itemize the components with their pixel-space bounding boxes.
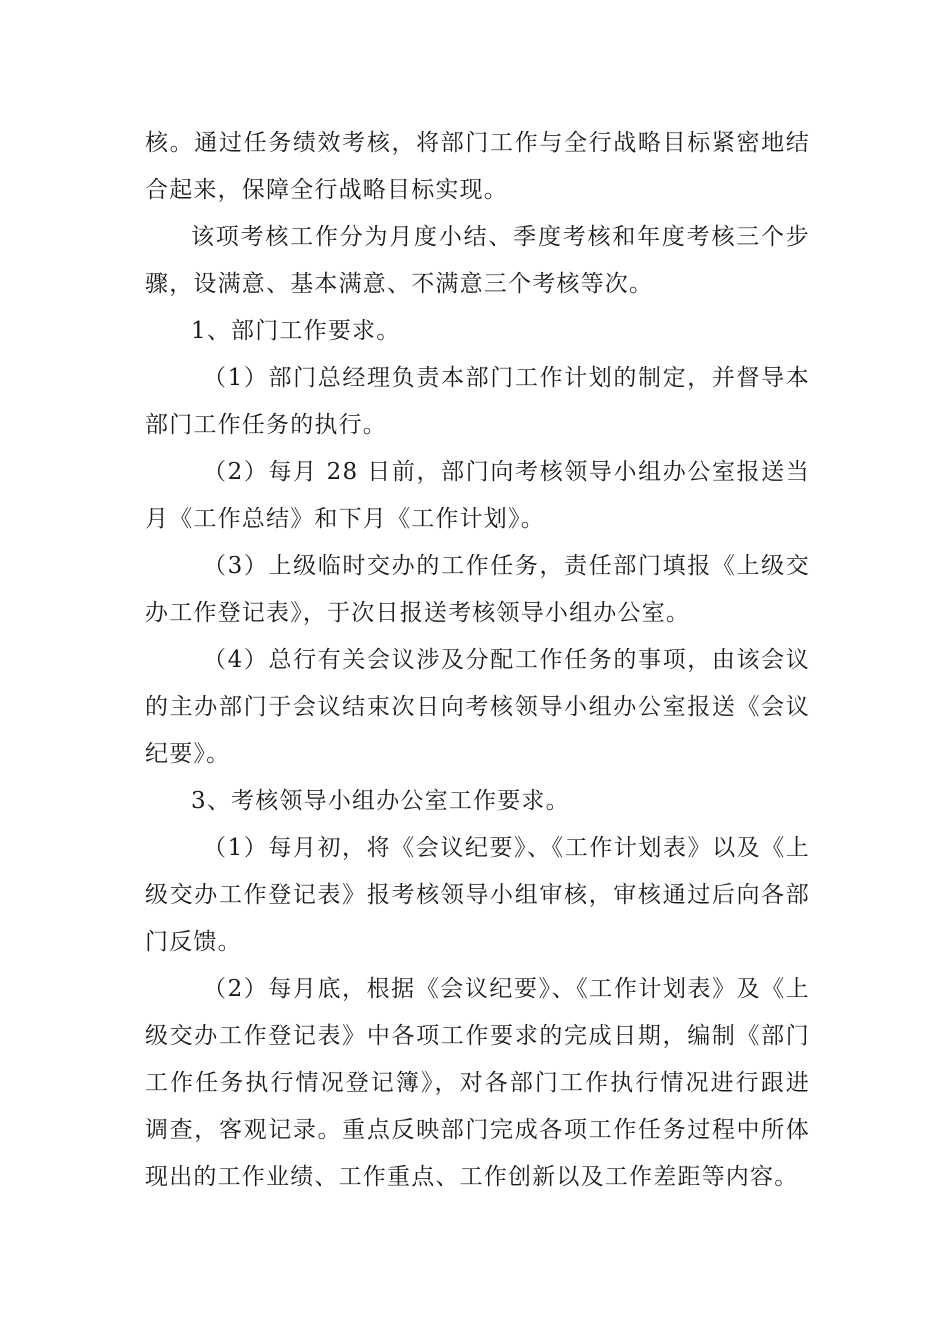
section-heading-office-requirements: 3、考核领导小组办公室工作要求。 — [191, 788, 570, 814]
list-item-4: （4）总行有关会议涉及分配工作任务的事项，由该会议的主办部门于会议结束次日向考核领导小组办公室报送《会议纪要》。 — [145, 647, 810, 767]
list-item-2: （2）每月 28 日前，部门向考核领导小组办公室报送当月《工作总结》和下月《工作计划》。 — [145, 459, 810, 532]
paragraph-continuation: 核。通过任务绩效考核，将部门工作与全行战略目标紧密地结合起来，保障全行战略目标实现。 — [145, 130, 810, 203]
list-item-1: （1）部门总经理负责本部门工作计划的制定，并督导本部门工作任务的执行。 — [145, 365, 810, 438]
list-item-3: （3）上级临时交办的工作任务，责任部门填报《上级交办工作登记表》，于次日报送考核领导小组办公室。 — [145, 553, 810, 626]
document-body — [145, 120, 810, 1201]
section-heading-department-requirements: 1、部门工作要求。 — [191, 318, 401, 344]
paragraph-assessment-steps: 该项考核工作分为月度小结、季度考核和年度考核三个步骤，设满意、基本满意、不满意三个考核等次。 — [145, 224, 810, 297]
list-item-office-1: （1）每月初，将《会议纪要》、《工作计划表》以及《上级交办工作登记表》报考核领导小组审核，审核通过后向各部门反馈。 — [145, 835, 810, 955]
list-item-office-2: （2）每月底，根据《会议纪要》、《工作计划表》及《上级交办工作登记表》中各项工作要求的完成日期，编制《部门工作任务执行情况登记簿》，对各部门工作执行情况进行跟进调查，客观记录。重点反映部门完成各项工作任务过程中所体现出的工作业绩、工作重点、工作创新以及工作差距等内容。 — [145, 976, 810, 1190]
